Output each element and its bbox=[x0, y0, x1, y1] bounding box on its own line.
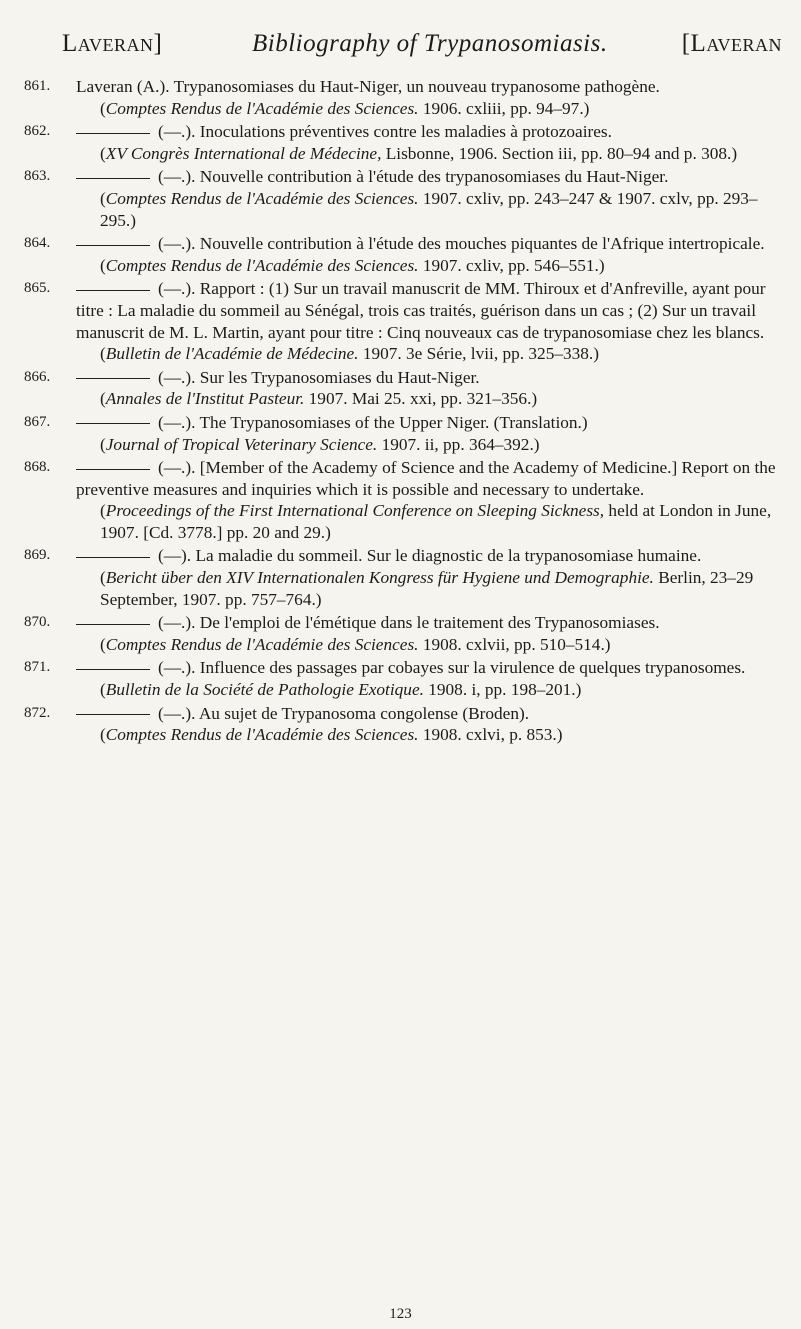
entry-author: (—.). bbox=[158, 412, 200, 432]
ditto-dash bbox=[76, 423, 150, 424]
entry-title: Inoculations préventives contre les maladies à protozoaires. bbox=[199, 122, 612, 142]
entry-title: La maladie du sommeil. Sur le diagnostic de la trypanosomiase humaine. bbox=[195, 546, 702, 566]
source-details: Berlin, 23–29 September, 1907. pp. 757–764.) bbox=[100, 568, 754, 609]
entry-number: 872. bbox=[24, 704, 51, 721]
entry-title: Sur les Trypanosomiases du Haut-Niger. bbox=[199, 367, 480, 387]
entry-title: Au sujet de Trypanosoma congolense (Broden). bbox=[198, 703, 530, 723]
entry-title: Rapport : (1) Sur un travail manuscrit de MM. Thiroux et d'Anfreville, ayant pour titre : La maladie du sommeil au Sénégal, trois cas traités, guérison dans un cas ; (2) Sur un travail manuscrit de M. L. Martin, ayant pour titre : Cinq nouveaux cas de trypanosomiase chez les blancs. bbox=[76, 279, 766, 342]
entry-source: (Proceedings of the First International Conference on Sleeping Sickness, held at London in June, 1907. [Cd. 3778.] pp. 20 and 29.) bbox=[100, 501, 772, 542]
entry-author: (—.). bbox=[158, 367, 200, 387]
entry-number: 862. bbox=[24, 123, 51, 140]
bibliography-entries bbox=[24, 76, 780, 748]
bibliography-entry bbox=[24, 612, 780, 655]
entry-author: (—.). bbox=[158, 167, 200, 187]
entry-number: 866. bbox=[24, 368, 51, 385]
entry-source: (Comptes Rendus de l'Académie des Sciences. 1908. cxlvii, pp. 510–514.) bbox=[100, 634, 611, 654]
source-details: 1907. ii, pp. 364–392.) bbox=[377, 434, 540, 454]
source-details: 1908. i, pp. 198–201.) bbox=[423, 680, 582, 700]
source-title: Bulletin de l'Académie de Médecine. bbox=[105, 344, 359, 364]
source-title: Comptes Rendus de l'Académie des Sciences. bbox=[105, 725, 419, 745]
entry-author: Laveran (A.). bbox=[76, 77, 174, 96]
entry-source: (Bulletin de l'Académie de Médecine. 1907. 3e Série, lvii, pp. 325–338.) bbox=[100, 344, 599, 364]
source-title: Proceedings of the First International Conference on Sleeping Sickness, bbox=[105, 501, 605, 521]
entry-body bbox=[76, 121, 780, 143]
ditto-dash bbox=[76, 133, 150, 134]
entry-number: 867. bbox=[24, 413, 51, 430]
bibliography-entry bbox=[24, 166, 780, 231]
entry-body bbox=[76, 657, 780, 679]
entry-author: (—.). bbox=[158, 122, 200, 142]
source-title: Comptes Rendus de l'Académie des Sciences. bbox=[105, 255, 419, 275]
ditto-dash bbox=[76, 624, 150, 625]
ditto-dash bbox=[76, 290, 150, 291]
entry-author: (—.). bbox=[158, 658, 200, 678]
entry-number: 868. bbox=[24, 459, 51, 476]
entry-author: (—.). bbox=[158, 613, 200, 633]
source-details: 1907. cxliv, pp. 546–551.) bbox=[418, 255, 605, 275]
ditto-dash bbox=[76, 714, 150, 715]
entry-author: (—.). bbox=[158, 279, 200, 299]
entry-number: 861. bbox=[24, 78, 51, 94]
entry-source: (Bericht über den XIV Internationalen Kongress für Hygiene und Demographie. Berlin, 23–29 September, 1907. pp. 757–764.) bbox=[100, 568, 754, 609]
bibliography-entry bbox=[24, 657, 780, 700]
entry-author: (—.). bbox=[158, 458, 200, 478]
bibliography-entry bbox=[24, 278, 780, 364]
source-title: Comptes Rendus de l'Académie des Sciences. bbox=[105, 98, 419, 118]
source-title: Bericht über den XIV Internationalen Kongress für Hygiene und Demographie. bbox=[105, 568, 654, 588]
source-title: Annales de l'Institut Pasteur. bbox=[105, 389, 305, 409]
source-details: 1908. cxlvi, p. 853.) bbox=[418, 725, 563, 745]
source-details: held at London in June, 1907. [Cd. 3778.] pp. 20 and 29.) bbox=[100, 501, 772, 542]
entry-title: De l'emploi de l'émétique dans le traitement des Trypanosomiases. bbox=[199, 613, 660, 633]
entry-body bbox=[76, 612, 780, 634]
entry-title: [Member of the Academy of Science and the Academy of Medicine.] Report on the preventive measures and inquiries which it is possible and necessary to undertake. bbox=[76, 458, 776, 499]
entry-source: (Bulletin de la Société de Pathologie Exotique. 1908. i, pp. 198–201.) bbox=[100, 680, 582, 700]
bibliography-entry bbox=[24, 121, 780, 164]
entry-number: 863. bbox=[24, 168, 51, 185]
entry-author: (—.). bbox=[158, 703, 199, 723]
header-title: Bibliography of Trypanosomiasis. bbox=[252, 30, 608, 57]
entry-body bbox=[76, 233, 780, 255]
bibliography-entry bbox=[24, 457, 780, 543]
source-title: Journal of Tropical Veterinary Science. bbox=[105, 434, 378, 454]
entry-author: (—). bbox=[158, 546, 196, 566]
entry-body bbox=[76, 367, 780, 389]
bibliography-entry bbox=[24, 703, 780, 746]
entry-source: (Journal of Tropical Veterinary Science. 1907. ii, pp. 364–392.) bbox=[100, 434, 540, 454]
entry-number: 864. bbox=[24, 235, 51, 252]
entry-body bbox=[76, 412, 780, 434]
ditto-dash bbox=[76, 557, 150, 558]
entry-source: (Annales de l'Institut Pasteur. 1907. Mai 25. xxi, pp. 321–356.) bbox=[100, 389, 538, 409]
entry-source: (XV Congrès International de Médecine, Lisbonne, 1906. Section iii, pp. 80–94 and p. 308.) bbox=[100, 143, 738, 163]
header-left: Laveran] bbox=[62, 30, 163, 57]
entry-body bbox=[76, 166, 780, 188]
source-title: XV Congrès International de Médecine, bbox=[105, 143, 382, 163]
entry-body bbox=[76, 545, 780, 567]
entry-body bbox=[76, 457, 780, 500]
ditto-dash bbox=[76, 669, 150, 670]
entry-number: 870. bbox=[24, 614, 51, 631]
source-details: 1908. cxlvii, pp. 510–514.) bbox=[418, 634, 611, 654]
ditto-dash bbox=[76, 245, 150, 246]
entry-body bbox=[76, 278, 780, 343]
entry-source: (Comptes Rendus de l'Académie des Sciences. 1907. cxliv, pp. 243–247 & 1907. cxlv, pp. 293–295.) bbox=[100, 188, 758, 230]
source-details: 1906. cxliii, pp. 94–97.) bbox=[418, 98, 590, 118]
entry-number: 865. bbox=[24, 280, 51, 297]
source-title: Comptes Rendus de l'Académie des Sciences. bbox=[105, 634, 419, 654]
source-details: 1907. 3e Série, lvii, pp. 325–338.) bbox=[358, 344, 599, 364]
entry-number: 871. bbox=[24, 659, 51, 676]
source-details: 1907. cxliv, pp. 243–247 & 1907. cxlv, pp. 293–295.) bbox=[100, 188, 758, 230]
entry-source: (Comptes Rendus de l'Académie des Sciences. 1908. cxlvi, p. 853.) bbox=[100, 725, 563, 745]
ditto-dash bbox=[76, 378, 150, 379]
header-right: [Laveran bbox=[681, 30, 782, 57]
bibliography-entry bbox=[24, 412, 780, 455]
source-details: Lisbonne, 1906. Section iii, pp. 80–94 and p. 308.) bbox=[381, 143, 738, 163]
entry-source: (Comptes Rendus de l'Académie des Sciences. 1907. cxliv, pp. 546–551.) bbox=[100, 255, 605, 275]
entry-author: (—.). bbox=[158, 234, 200, 254]
source-details: 1907. Mai 25. xxi, pp. 321–356.) bbox=[304, 389, 538, 409]
source-title: Comptes Rendus de l'Académie des Sciences. bbox=[105, 188, 419, 208]
bibliography-entry bbox=[24, 76, 780, 119]
page-number: 123 bbox=[389, 1306, 412, 1322]
entry-title: The Trypanosomiases of the Upper Niger. (Translation.) bbox=[199, 412, 588, 432]
entry-body bbox=[76, 703, 780, 725]
entry-body bbox=[76, 76, 780, 98]
bibliography-entry bbox=[24, 233, 780, 276]
entry-number: 869. bbox=[24, 547, 51, 564]
running-header bbox=[62, 30, 782, 70]
entry-title: Influence des passages par cobayes sur la virulence de quelques trypanosomes. bbox=[199, 658, 746, 678]
entry-title: Nouvelle contribution à l'étude des trypanosomiases du Haut-Niger. bbox=[199, 167, 669, 187]
entry-title: Trypanosomiases du Haut-Niger, un nouveau trypanosome pathogène. bbox=[173, 77, 660, 96]
ditto-dash bbox=[76, 469, 150, 470]
ditto-dash bbox=[76, 178, 150, 179]
bibliography-entry bbox=[24, 545, 780, 610]
bibliography-entry bbox=[24, 367, 780, 410]
entry-title: Nouvelle contribution à l'étude des mouches piquantes de l'Afrique intertropicale. bbox=[199, 234, 765, 254]
source-title: Bulletin de la Société de Pathologie Exotique. bbox=[105, 680, 424, 700]
entry-source: (Comptes Rendus de l'Académie des Sciences. 1906. cxliii, pp. 94–97.) bbox=[100, 98, 590, 118]
